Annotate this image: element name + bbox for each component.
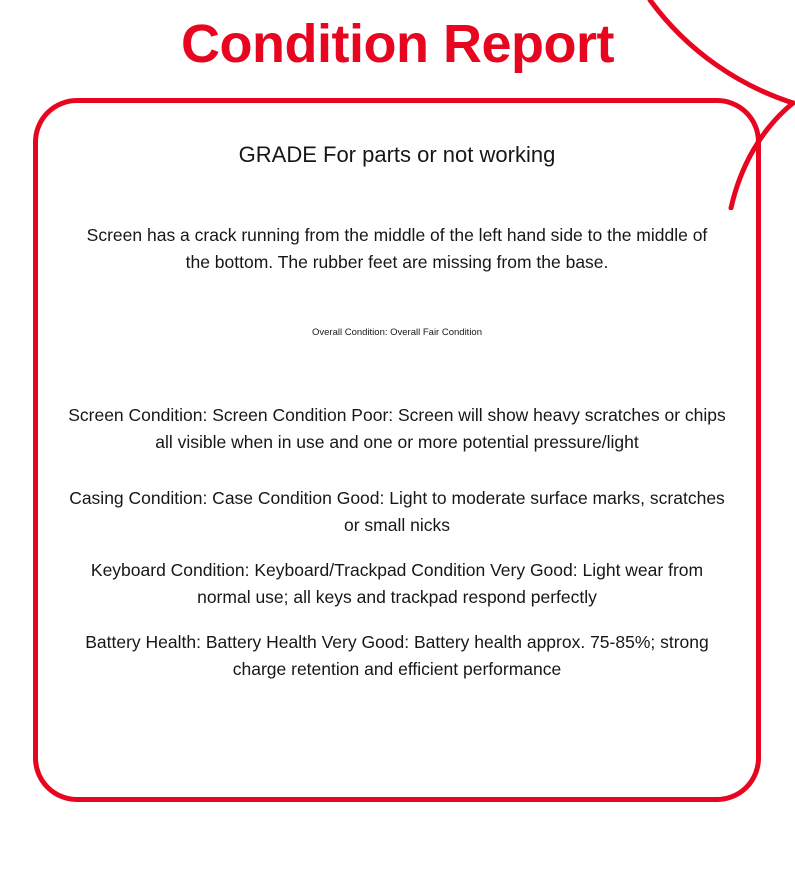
overall-condition-text: Overall Condition: Overall Fair Condition xyxy=(311,327,483,338)
damage-description: Screen has a crack running from the middle of the left hand side to the middle of the bottom. The rubber feet are missing from the base. xyxy=(86,225,708,272)
screen-condition-text: Screen Condition: Screen Condition Poor: Screen will show heavy scratches or chips all visible when in use and one or more potential pressure/light xyxy=(68,405,726,452)
page-title: Condition Report xyxy=(181,14,614,74)
report-content xyxy=(63,98,731,802)
grade-line: GRADE For parts or not working xyxy=(238,142,556,167)
battery-health-text: Battery Health: Battery Health Very Good: Battery health approx. 75-85%; strong charge retention and efficient performance xyxy=(85,632,709,679)
keyboard-condition-text: Keyboard Condition: Keyboard/Trackpad Condition Very Good: Light wear from normal use; all keys and trackpad respond perfectly xyxy=(90,560,704,607)
casing-condition-text: Casing Condition: Case Condition Good: Light to moderate surface marks, scratches or small nicks xyxy=(69,488,725,535)
